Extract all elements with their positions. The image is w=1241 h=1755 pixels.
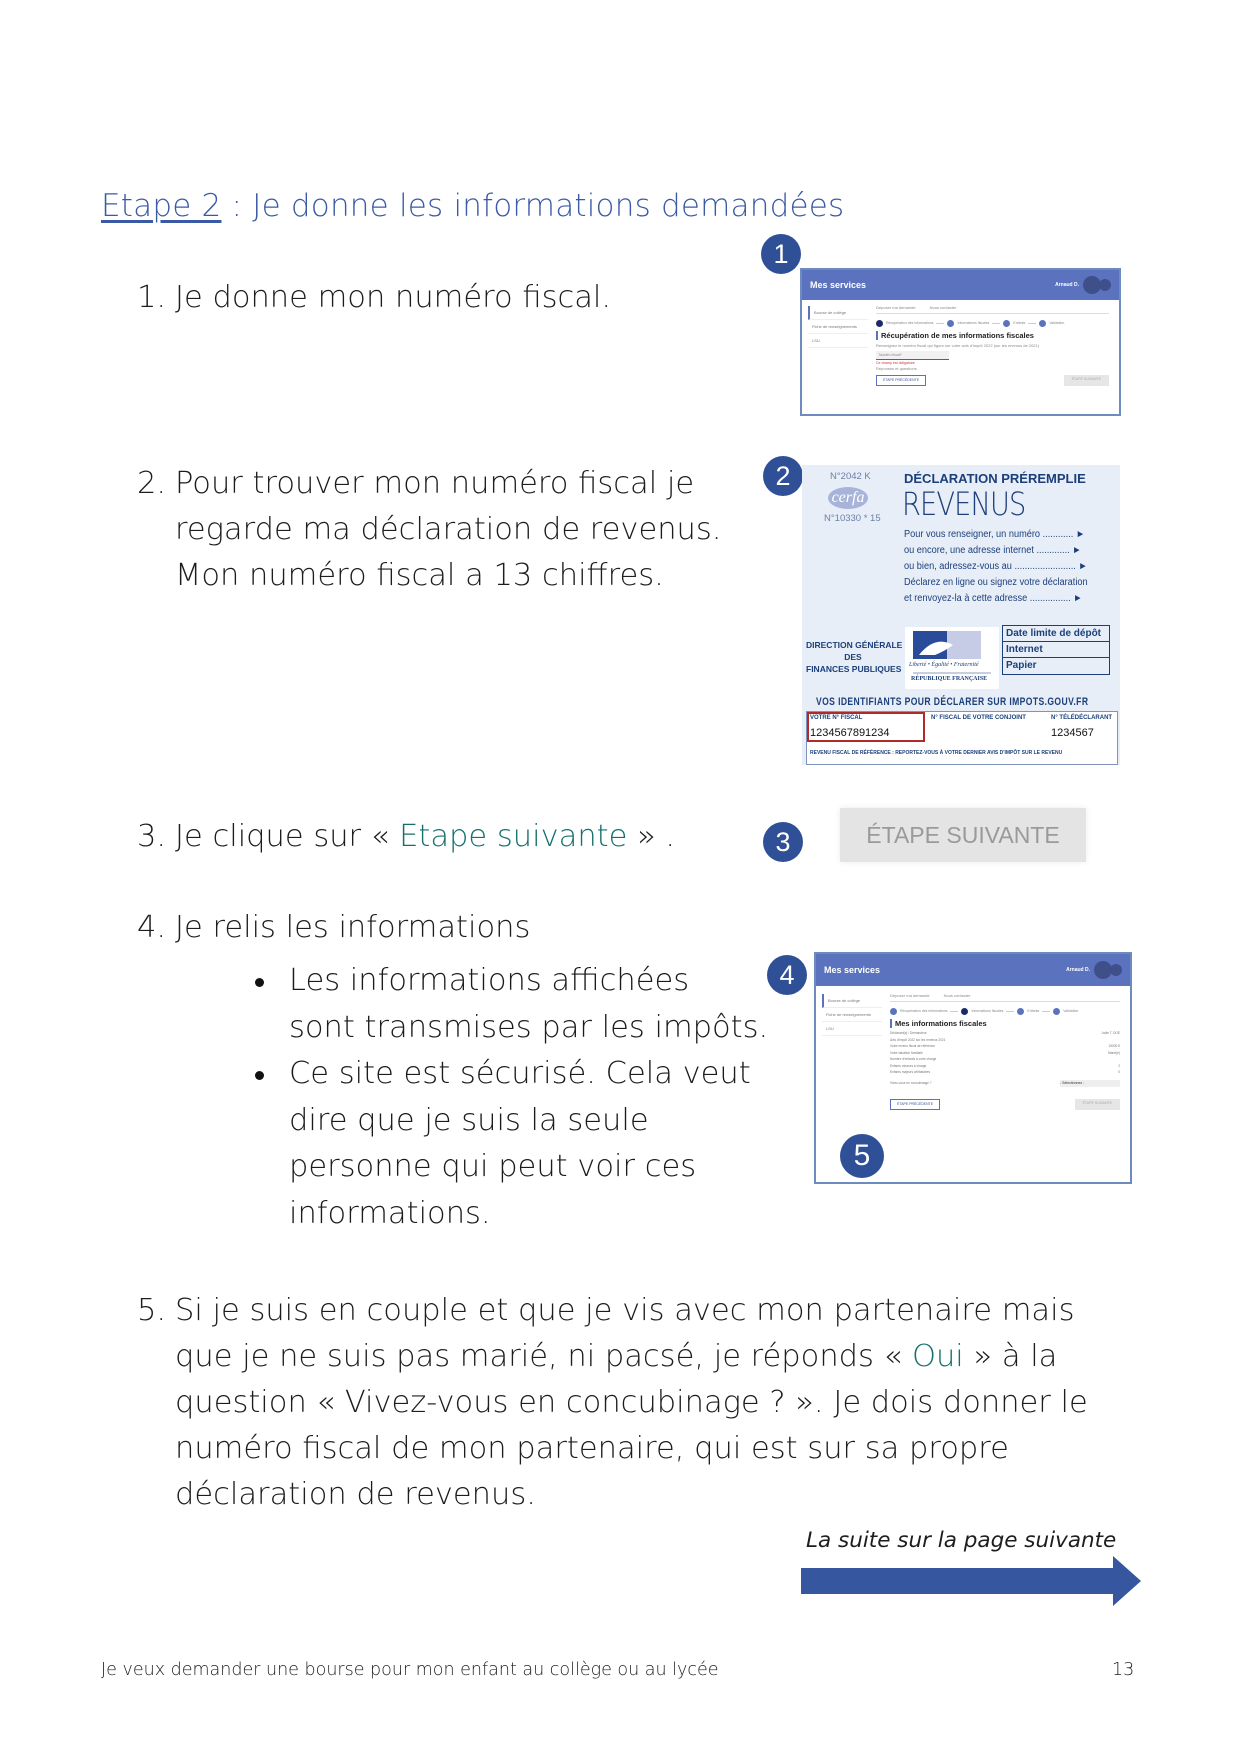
next-step-button[interactable]: ÉTAPE SUIVANTE bbox=[1064, 375, 1109, 386]
item-text: Je donne mon numéro fiscal. bbox=[175, 280, 612, 315]
step-badge-1: 1 bbox=[761, 234, 801, 274]
motto: Liberté • Égalité • Fraternité bbox=[909, 662, 979, 668]
item-text: numéro fiscal de mon partenaire, qui est sur sa propre bbox=[175, 1431, 1009, 1466]
previous-step-button[interactable]: ÉTAPE PRÉCÉDENTE bbox=[890, 1099, 940, 1110]
sidebar-item-fiche[interactable]: Fiche de renseignements bbox=[822, 1008, 882, 1022]
bullet-line: dire que je suis la seule bbox=[289, 1102, 649, 1138]
fiscal-number-input[interactable]: Numéro fiscal* bbox=[876, 351, 949, 360]
next-step-button-image: ÉTAPE SUIVANTE bbox=[840, 808, 1086, 862]
next-page-arrow-icon bbox=[801, 1556, 1141, 1608]
step-label: Validation bbox=[1049, 321, 1065, 325]
deadline-cell: Papier bbox=[1006, 660, 1037, 671]
tab-contact[interactable]: Nous contacter bbox=[943, 993, 971, 998]
avatar-secondary bbox=[1099, 279, 1111, 291]
step-label: Enfants bbox=[1027, 1009, 1040, 1013]
deadline-cell: Date limite de dépôt bbox=[1003, 626, 1109, 642]
previous-step-button[interactable]: ÉTAPE PRÉCÉDENTE bbox=[876, 375, 926, 386]
step-label: Validation bbox=[1063, 1009, 1079, 1013]
info-line: Pour vous renseigner, un numéro ............ ► bbox=[904, 529, 1085, 540]
item-text: Mon numéro fiscal a 13 chiffres. bbox=[175, 558, 664, 593]
step-label: Informations fiscales bbox=[957, 321, 990, 325]
fiscal-number-highlight bbox=[807, 712, 925, 742]
error-message: Ce champ est obligatoire bbox=[876, 361, 915, 365]
item-text: Je relis les informations bbox=[175, 910, 531, 945]
app-header bbox=[816, 954, 1130, 986]
republic-label: RÉPUBLIQUE FRANÇAISE bbox=[911, 676, 988, 682]
info-value: 15000 € bbox=[1108, 1044, 1120, 1048]
ids-title: VOS IDENTIFIANTS POUR DÉCLARER SUR IMPOTS.GOUV.FR bbox=[816, 696, 1089, 708]
step-dot bbox=[1017, 1008, 1024, 1015]
app-title: Mes services bbox=[810, 280, 867, 290]
info-row bbox=[890, 1044, 1120, 1049]
instruction-1 bbox=[137, 275, 611, 321]
info-row bbox=[890, 1031, 1120, 1036]
instruction-4 bbox=[137, 905, 530, 951]
user-name: Arnaud D. bbox=[1066, 967, 1090, 973]
step-label: Récupération des informations bbox=[900, 1009, 948, 1013]
declaration-title: DÉCLARATION PRÉREMPLIE bbox=[904, 471, 1086, 486]
tab-contact[interactable]: Nous contacter bbox=[929, 305, 957, 310]
form-number: N°2042 K bbox=[830, 471, 871, 482]
sidebar-item-fiche[interactable]: Fiche de renseignements bbox=[808, 320, 868, 334]
heading-separator: : bbox=[221, 188, 253, 224]
dgfip-line: DES bbox=[844, 652, 862, 662]
info-label: Enfants mineurs à charge bbox=[890, 1063, 927, 1068]
cerfa-logo: cerfa bbox=[828, 487, 868, 509]
info-row bbox=[890, 1051, 1120, 1056]
user-name: Arnaud D. bbox=[1055, 282, 1079, 288]
step-dot bbox=[947, 320, 954, 327]
item-text: » . bbox=[627, 819, 676, 854]
step-dot bbox=[890, 1008, 897, 1015]
item-number: 2. bbox=[137, 466, 167, 501]
step-dot bbox=[1053, 1008, 1060, 1015]
item-number: 1. bbox=[137, 280, 167, 315]
app-title: Mes services bbox=[824, 965, 881, 975]
step-dot bbox=[961, 1008, 968, 1015]
info-label: Votre situation familiale bbox=[890, 1050, 923, 1055]
item-number: 4. bbox=[137, 910, 167, 945]
instruction-3 bbox=[137, 814, 675, 860]
item-text: déclaration de revenus. bbox=[175, 1477, 536, 1512]
item-text: que je ne suis pas marié, ni pacsé, je réponds « bbox=[175, 1339, 912, 1374]
page-number: 13 bbox=[1112, 1660, 1135, 1680]
avatar-secondary bbox=[1110, 964, 1122, 976]
stepper bbox=[876, 320, 1109, 327]
id-header: N° TÉLÉDÉCLARANT bbox=[1051, 715, 1113, 721]
heading-text: Je donne les informations demandées bbox=[252, 188, 845, 224]
dgfip-line: FINANCES PUBLIQUES bbox=[806, 664, 902, 674]
step-badge-5: 5 bbox=[840, 1134, 884, 1178]
app-header bbox=[802, 270, 1119, 300]
item-text: Je clique sur « bbox=[175, 819, 400, 854]
item-number: 3. bbox=[137, 819, 167, 854]
instruction-2 bbox=[137, 461, 721, 599]
fiscal-number-value: 1234567891234 bbox=[810, 727, 890, 739]
info-line: et renvoyez-la à cette adresse ................ ► bbox=[904, 593, 1083, 604]
bullet-list bbox=[253, 958, 768, 1237]
dgfip-label bbox=[806, 639, 903, 675]
step-dot bbox=[876, 320, 883, 327]
next-step-button[interactable]: ÉTAPE SUIVANTE bbox=[1075, 1099, 1120, 1110]
concubinage-question: Vivez-vous en concubinage ? bbox=[890, 1081, 932, 1085]
info-label: Déclarant(s) / Demandeur bbox=[890, 1031, 927, 1035]
info-row bbox=[890, 1057, 1120, 1062]
cerfa-number: N°10330 * 15 bbox=[824, 513, 881, 524]
dgfip-line: DIRECTION GÉNÉRALE bbox=[806, 640, 903, 650]
tab-deposer[interactable]: Déposer ma demande bbox=[890, 993, 930, 998]
form-heading: Mes informations fiscales bbox=[890, 1019, 1120, 1028]
item-text: Si je suis en couple et que je vis avec mon partenaire mais bbox=[175, 1293, 1075, 1328]
bullet-line: informations. bbox=[289, 1195, 491, 1231]
step-dot bbox=[1039, 320, 1046, 327]
main-content bbox=[890, 990, 1120, 1110]
reference-note: REVENU FISCAL DE RÉFÉRENCE : REPORTEZ-VOUS À VOTRE DERNIER AVIS D'IMPÔT SUR LE REVENU bbox=[810, 750, 1063, 756]
id-header: N° FISCAL DE VOTRE CONJOINT bbox=[931, 715, 1026, 721]
bullet-line: Les informations affichées bbox=[289, 963, 690, 998]
sidebar-item-bourse[interactable]: Bourse de collège bbox=[822, 994, 882, 1008]
item-text: » à la bbox=[963, 1339, 1058, 1374]
info-row bbox=[890, 1070, 1120, 1075]
declaration-big-title: REVENUS bbox=[902, 485, 1026, 523]
info-row bbox=[890, 1038, 1120, 1043]
footer-text: Je veux demander une bourse pour mon enfant au collège ou au lycée bbox=[101, 1660, 719, 1680]
bullet-line: Ce site est sécurisé. Cela veut bbox=[289, 1056, 751, 1091]
screenshot-fiscal-number-form bbox=[800, 268, 1121, 416]
highlighted-term: Etape suivante bbox=[399, 819, 628, 854]
info-line: ou encore, une adresse internet ............. ► bbox=[904, 545, 1082, 556]
bullet-line: sont transmises par les impôts. bbox=[289, 1009, 769, 1045]
form-heading: Récupération de mes informations fiscales bbox=[876, 331, 1109, 340]
deadline-cell: Internet bbox=[1003, 642, 1109, 658]
info-row bbox=[890, 1064, 1120, 1069]
info-label: Enfants majeurs célibataires bbox=[890, 1070, 931, 1074]
bullet-item bbox=[253, 1051, 768, 1237]
deadline-table bbox=[1002, 625, 1110, 675]
sidebar-item-lsu[interactable]: LSU bbox=[822, 1022, 882, 1036]
step-badge-3: 3 bbox=[763, 822, 803, 862]
sidebar-item-bourse[interactable]: Bourse de collège bbox=[808, 306, 868, 320]
arrow-shaft bbox=[801, 1568, 1114, 1594]
bullet-item bbox=[253, 958, 768, 1051]
teledeclarant-number-value: 1234567 bbox=[1051, 727, 1094, 739]
step-badge-2: 2 bbox=[763, 456, 803, 496]
arrow-head bbox=[1113, 1556, 1141, 1606]
step-label: Informations fiscales bbox=[971, 1009, 1004, 1013]
marianne-logo bbox=[905, 627, 999, 689]
item-number: 5. bbox=[137, 1293, 167, 1328]
item-text: Pour trouver mon numéro fiscal je bbox=[175, 466, 695, 501]
sidebar bbox=[808, 306, 868, 348]
id-header: VOTRE N° FISCAL bbox=[810, 715, 863, 721]
highlighted-term: Oui bbox=[911, 1339, 964, 1374]
info-label: Votre revenu fiscal de référence bbox=[890, 1044, 936, 1048]
main-content bbox=[876, 302, 1109, 386]
item-text: question « Vivez-vous en concubinage ? ». Je dois donner le bbox=[175, 1385, 1088, 1420]
info-label: Nombre d'enfants à votre charge bbox=[890, 1057, 937, 1061]
tax-declaration-image bbox=[802, 465, 1120, 765]
item-text: regarde ma déclaration de revenus. bbox=[175, 512, 722, 547]
info-value: 2 bbox=[1118, 1063, 1120, 1068]
step-label: Récupération des informations bbox=[886, 321, 934, 325]
continue-note: La suite sur la page suivante bbox=[806, 1528, 1117, 1553]
info-lines bbox=[904, 527, 1088, 607]
step-label: Enfants bbox=[1013, 321, 1026, 325]
info-value: 0 bbox=[1118, 1070, 1120, 1074]
info-value: Jodie T. DOE bbox=[1101, 1031, 1120, 1035]
step-badge-4: 4 bbox=[767, 955, 807, 995]
step-label: Etape 2 bbox=[101, 188, 222, 224]
ids-table bbox=[806, 711, 1118, 765]
step-dot bbox=[1003, 320, 1010, 327]
help-link[interactable]: Réponses et questions bbox=[876, 366, 917, 371]
sidebar bbox=[822, 994, 882, 1036]
info-line: ou bien, adressez-vous au ........................ ► bbox=[904, 561, 1088, 572]
form-intro: Renseignez le numéro fiscal qui figure sur votre avis d'impôt 2022 (sur les revenus de 2021) bbox=[876, 343, 1040, 348]
info-label: Avis d'impôt 2022 sur les revenus 2021 bbox=[890, 1037, 946, 1042]
tab-deposer[interactable]: Déposer ma demande bbox=[876, 305, 916, 310]
info-line: Déclarez en ligne ou signez votre déclaration bbox=[904, 577, 1088, 588]
stepper bbox=[890, 1008, 1120, 1015]
info-value: Marié(e) bbox=[1108, 1050, 1120, 1055]
concubinage-select[interactable]: - Sélectionnez - bbox=[1060, 1080, 1120, 1087]
sidebar-item-lsu[interactable]: LSU bbox=[808, 334, 868, 348]
section-heading bbox=[101, 188, 844, 224]
instruction-5 bbox=[137, 1288, 1088, 1518]
bullet-line: personne qui peut voir ces bbox=[289, 1149, 697, 1184]
concubinage-row bbox=[890, 1080, 1120, 1087]
